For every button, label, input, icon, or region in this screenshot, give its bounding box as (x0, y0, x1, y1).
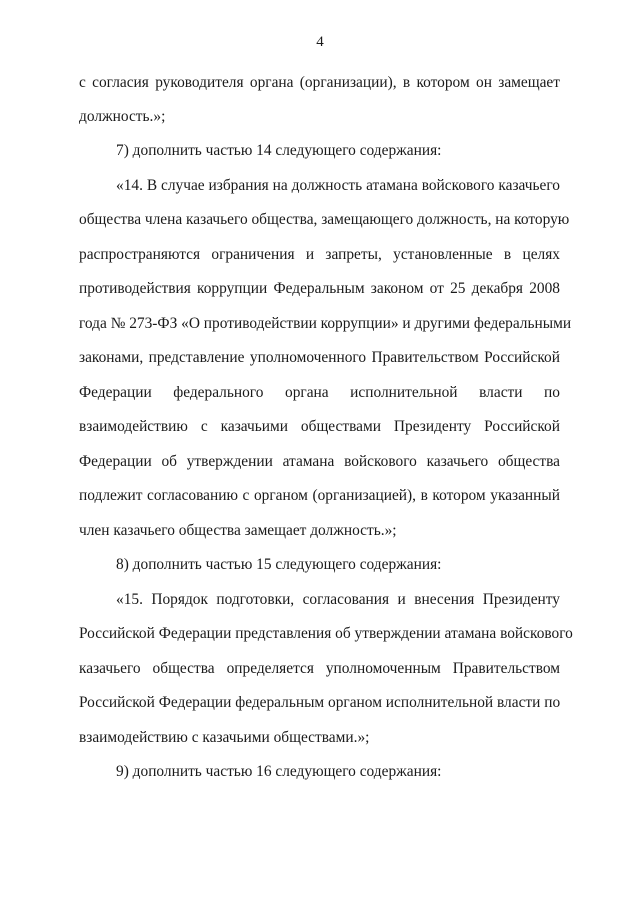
text-line: подлежит согласованию с органом (организацией), в котором указанный (79, 487, 560, 504)
list-item-heading: 8) дополнить частью 15 следующего содержания: (116, 556, 442, 573)
list-item-heading: 7) дополнить частью 14 следующего содержания: (116, 142, 442, 159)
list-item-heading: 9) дополнить частью 16 следующего содержания: (116, 763, 442, 780)
text-line: законами, представление уполномоченного Правительством Российской (79, 349, 560, 366)
text-line: года № 273-ФЗ «О противодействии коррупции» и другими федеральными (79, 315, 572, 332)
text-line: «15. Порядок подготовки, согласования и внесения Президенту (116, 591, 560, 608)
text-line: взаимодействию с казачьими обществами Президенту Российской (79, 418, 560, 435)
text-line: должность.»; (79, 108, 166, 125)
text-line: казачьего общества определяется уполномоченным Правительством (79, 660, 560, 677)
text-line: распространяются ограничения и запреты, установленные в целях (79, 246, 560, 263)
text-line: противодействия коррупции Федеральным законом от 25 декабря 2008 (79, 280, 560, 297)
text-line: с согласия руководителя органа (организации), в котором он замещает (79, 74, 560, 91)
text-line: Российской Федерации представления об утверждении атамана войскового (79, 625, 573, 642)
text-line: член казачьего общества замещает должность.»; (79, 522, 397, 539)
text-line: Федерации федерального органа исполнительной власти по (79, 384, 560, 401)
text-line: взаимодействию с казачьими обществами.»; (79, 729, 370, 746)
text-line: общества члена казачьего общества, замещающего должность, на которую (79, 211, 570, 228)
text-line: «14. В случае избрания на должность атамана войскового казачьего (116, 177, 560, 194)
text-line: Российской Федерации федеральным органом исполнительной власти по (79, 694, 561, 711)
page-number: 4 (316, 34, 324, 50)
text-line: Федерации об утверждении атамана войскового казачьего общества (79, 453, 560, 470)
